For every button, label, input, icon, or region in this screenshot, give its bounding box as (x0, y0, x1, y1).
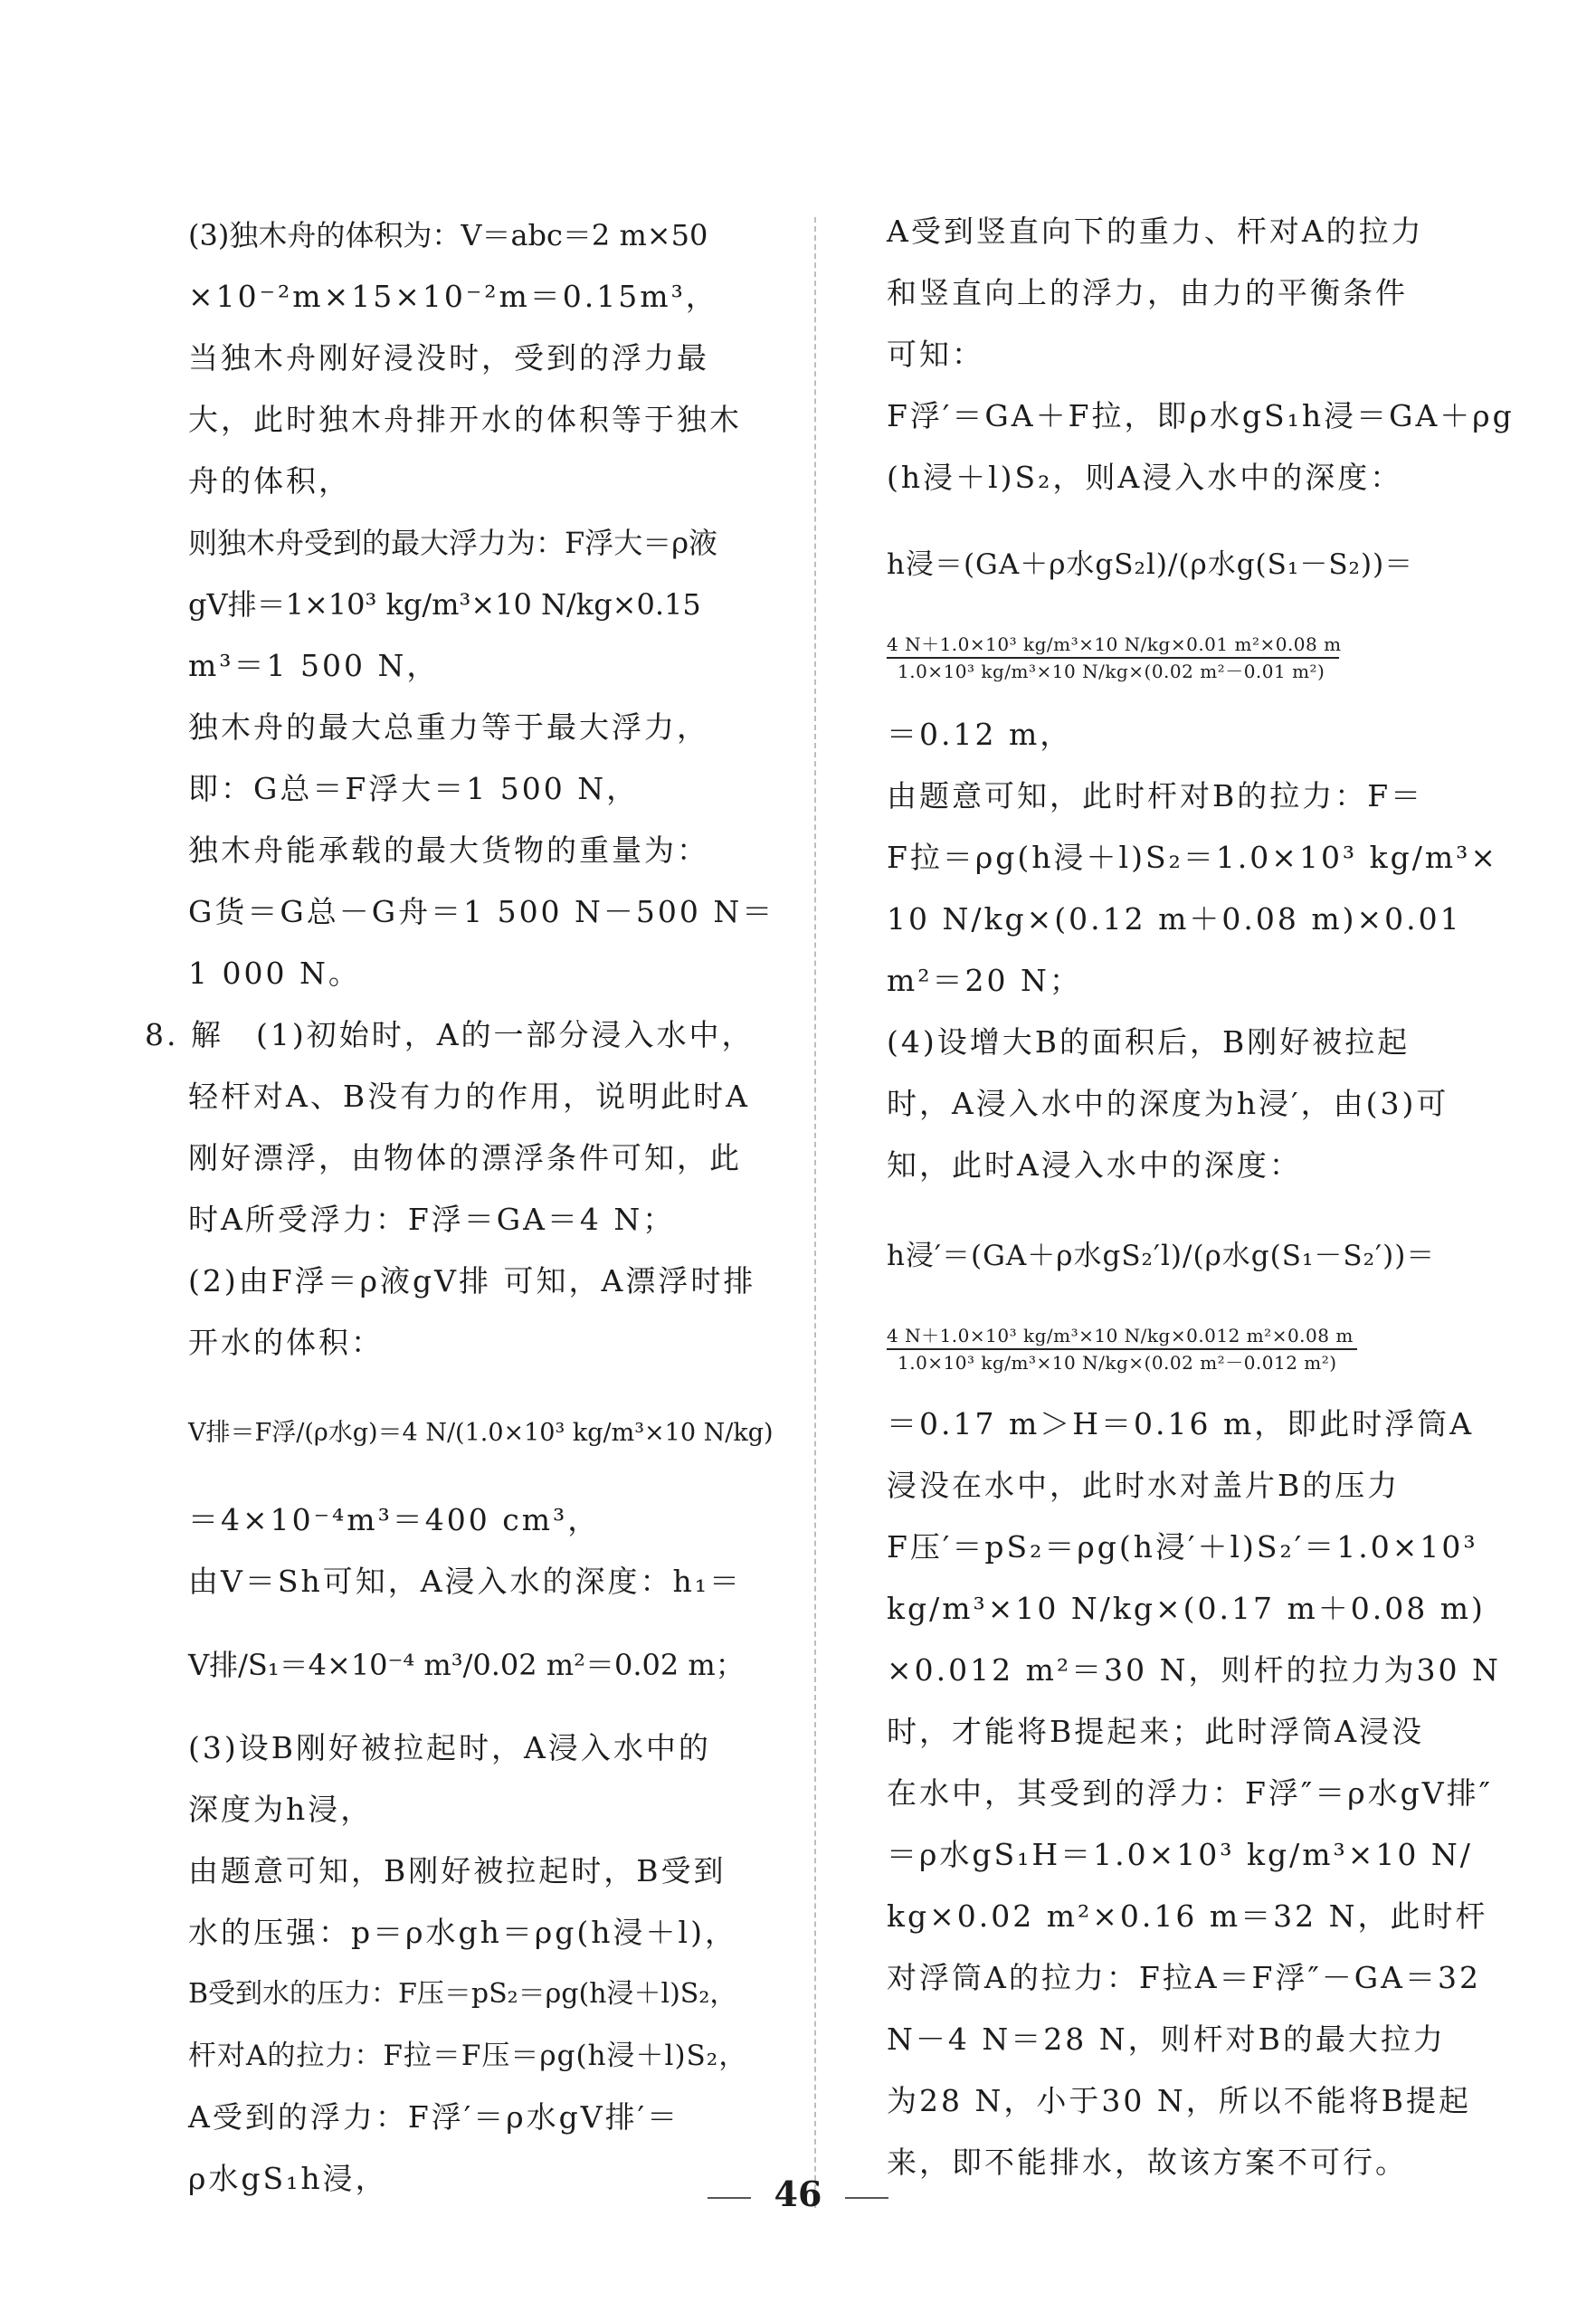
question-8-heading: 8. 解 (1)初始时，A的一部分浸入水中， (145, 1017, 755, 1052)
text-line: 10 N/kg×(0.12 m＋0.08 m)×0.01 (887, 901, 1462, 937)
text-line: kg/m³×10 N/kg×(0.17 m＋0.08 m) (887, 1591, 1486, 1626)
text-line: N－4 N＝28 N，则杆对B的最大拉力 (887, 2021, 1446, 2057)
text-line: B受到水的压力：F压＝pS₂＝ρg(h浸＋l)S₂， (188, 1978, 737, 2010)
text-line: 为28 N，小于30 N，所以不能将B提起 (887, 2083, 1471, 2118)
text-line: 即：G总＝F浮大＝1 500 N， (188, 771, 640, 806)
text-line: A受到的浮力：F浮′＝ρ水gV排′＝ (188, 2099, 680, 2135)
text-line: 开水的体积： (188, 1325, 384, 1360)
text-line: 由V＝Sh可知，A浸入水的深度：h₁＝ (188, 1564, 743, 1599)
formula-line: V排/S₁＝4×10⁻⁴ m³/0.02 m²＝0.02 m； (188, 1648, 745, 1682)
text-line: 时A所受浮力：F浮＝GA＝4 N； (188, 1202, 676, 1237)
text-line: ＝ρ水gS₁H＝1.0×10³ kg/m³×10 N/ (887, 1837, 1473, 1872)
text-line: m³＝1 500 N， (188, 648, 440, 683)
text-line: 刚好漂浮，由物体的漂浮条件可知，此 (188, 1140, 742, 1175)
text-line: 杆对A的拉力：F拉＝F压＝ρg(h浸＋l)S₂， (188, 2040, 748, 2072)
text-line: 独木舟能承载的最大货物的重量为： (188, 832, 709, 868)
text-line: 知，此时A浸入水中的深度： (887, 1147, 1302, 1183)
text-line: 可知： (887, 337, 984, 372)
text-line: ρ水gS₁h浸， (188, 2161, 388, 2196)
text-line: (2)由F浮＝ρ液gV排 可知，A漂浮时排 (188, 1263, 756, 1298)
text-line: ＝0.17 m＞H＝0.16 m，即此时浮筒A (887, 1406, 1475, 1441)
text-line: 当独木舟刚好浸没时，受到的浮力最 (188, 340, 709, 376)
text-line: ×0.012 m²＝30 N，则杆的拉力为30 N (887, 1652, 1501, 1688)
fraction-bar (887, 657, 1339, 659)
text-line: F拉＝ρg(h浸＋l)S₂＝1.0×10³ kg/m³× (887, 840, 1499, 875)
text-line: (h浸＋l)S₂，则A浸入水中的深度： (887, 460, 1403, 495)
text-line: ×10⁻²m×15×10⁻²m＝0.15m³， (188, 279, 718, 314)
text-line: (4)设增大B的面积后，B刚好被拉起 (887, 1024, 1411, 1060)
text-line: 大，此时独木舟排开水的体积等于独木 (188, 402, 742, 437)
text-line: 时，才能将B提起来；此时浮筒A浸没 (887, 1714, 1425, 1749)
column-divider (814, 217, 816, 2208)
text-line: 水的压强：p＝ρ水gh＝ρg(h浸＋l)， (188, 1915, 737, 1950)
text-line: 深度为h浸， (188, 1792, 374, 1827)
text-line: 则独木舟受到的最大浮力为：F浮大＝ρ液 (188, 526, 718, 560)
text-line: gV排＝1×10³ kg/m³×10 N/kg×0.15 (188, 587, 701, 622)
text-line: 1 000 N。 (188, 956, 361, 991)
fraction-numerator: 4 N＋1.0×10³ kg/m³×10 N/kg×0.012 m²×0.08 m (887, 1325, 1354, 1346)
text-line: kg×0.02 m²×0.16 m＝32 N，此时杆 (887, 1898, 1488, 1934)
page-number-value: 46 (774, 2174, 822, 2214)
text-line: A受到竖直向下的重力、杆对A的拉力 (887, 214, 1424, 249)
text-line: F浮′＝GA＋F拉，即ρ水gS₁h浸＝GA＋ρg (887, 398, 1515, 433)
text-line: (3)设B刚好被拉起时，A浸入水中的 (188, 1730, 711, 1765)
page-number-dash-right (845, 2197, 888, 2199)
formula-line: h浸′＝(GA＋ρ水gS₂′l)/(ρ水g(S₁－S₂′))＝ (887, 1240, 1436, 1272)
fraction-numerator: 4 N＋1.0×10³ kg/m³×10 N/kg×0.01 m²×0.08 m (887, 633, 1342, 655)
text-line: 独木舟的最大总重力等于最大浮力， (188, 709, 709, 745)
text-line: 由题意可知，B刚好被拉起时，B受到 (188, 1853, 727, 1888)
text-line: 浸没在水中，此时水对盖片B的压力 (887, 1468, 1401, 1503)
text-line: ＝4×10⁻⁴m³＝400 cm³， (188, 1502, 601, 1537)
fraction-denominator: 1.0×10³ kg/m³×10 N/kg×(0.02 m²－0.012 m²) (898, 1352, 1337, 1374)
fraction-denominator: 1.0×10³ kg/m³×10 N/kg×(0.02 m²－0.01 m²) (898, 661, 1325, 682)
formula-line: h浸＝(GA＋ρ水gS₂l)/(ρ水g(S₁－S₂))＝ (887, 548, 1414, 581)
text-line: 轻杆对A、B没有力的作用，说明此时A (188, 1079, 750, 1114)
text-line: ＝0.12 m， (887, 717, 1073, 752)
page-number (0, 2172, 1596, 2217)
text-line: 和竖直向上的浮力，由力的平衡条件 (887, 275, 1408, 310)
text-line: (3)独木舟的体积为：V＝abc＝2 m×50 (188, 218, 708, 252)
text-line: G货＝G总－G舟＝1 500 N－500 N＝ (188, 894, 775, 929)
fraction-bar (887, 1348, 1357, 1350)
text-line: 对浮筒A的拉力：F拉A＝F浮″－GA＝32 (887, 1960, 1481, 1995)
formula-line: V排＝F浮/(ρ水g)＝4 N/(1.0×10³ kg/m³×10 N/kg) (188, 1419, 774, 1447)
text-line: 时，A浸入水中的深度为h浸′，由(3)可 (887, 1086, 1449, 1121)
page-number-dash-left (708, 2197, 751, 2199)
text-line: F压′＝pS₂＝ρg(h浸′＋l)S₂′＝1.0×10³ (887, 1529, 1478, 1565)
text-line: m²＝20 N； (887, 963, 1082, 998)
text-line: 在水中，其受到的浮力：F浮″＝ρ水gV排″ (887, 1775, 1493, 1811)
text-line: 来，即不能排水，故该方案不可行。 (887, 2145, 1408, 2180)
text-line: 由题意可知，此时杆对B的拉力：F＝ (887, 778, 1424, 813)
text-line: 舟的体积， (188, 463, 351, 499)
